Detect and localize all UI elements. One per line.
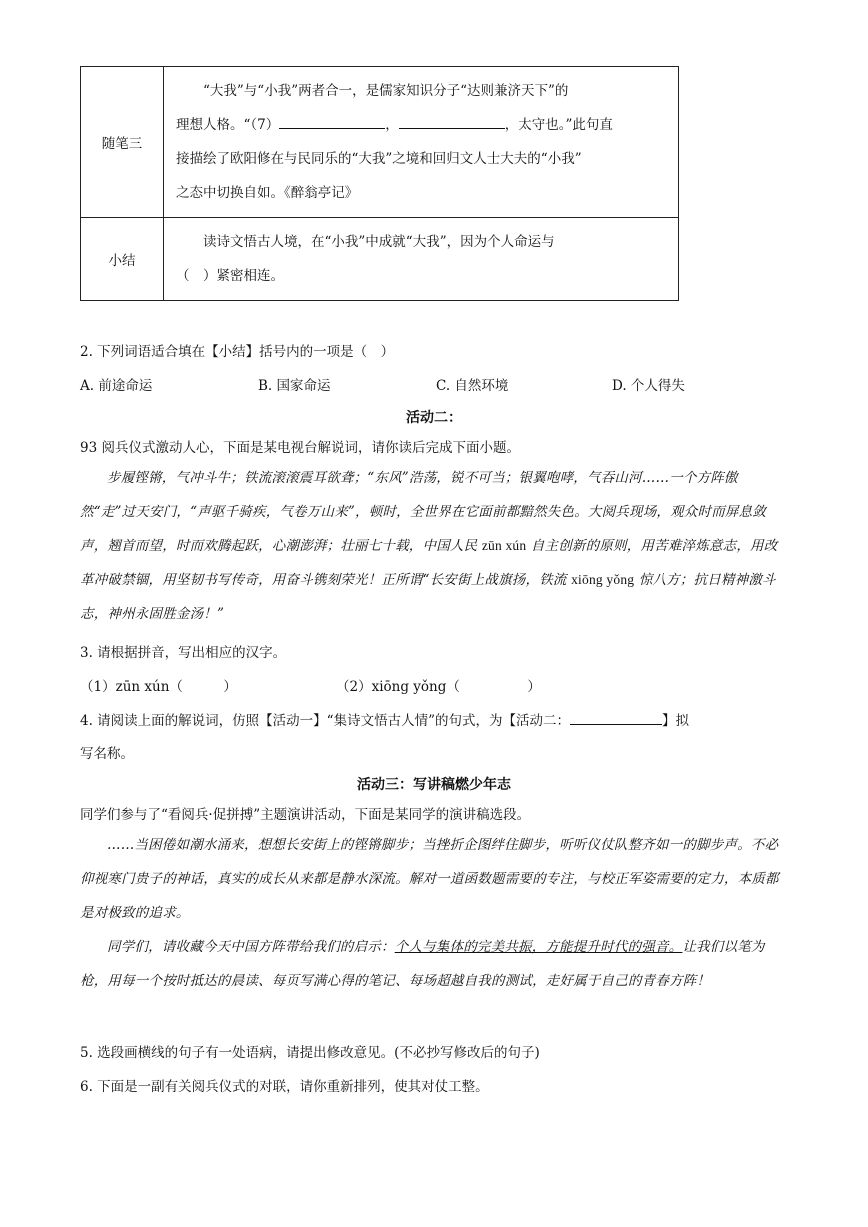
question-5-stem: 5. 选段画横线的句子有一处语病，请提出修改意见。(不必抄写修改后的句子) xyxy=(80,1045,540,1061)
speech-paragraph-1: ……当困倦如潮水涌来，想想长安街上的铿锵脚步；当挫折企图绊住脚步，听听仪仗队整齐如一的脚步声。不必仰视寒门贵子的神话，真实的成长从来都是静水深流。解对一道函数题需要的专注，与校正军姿需要的定力，本质都是对极致的追求。 xyxy=(80,837,779,921)
pinyin-item-2[interactable]: （2）xiōng yǒng（ ） xyxy=(336,679,541,695)
text-fragment: ， xyxy=(385,117,399,133)
passage-text: 让我们以笔为枪，用每一个按时抵达的晨读、每页写满心得的笔记、每场超越自我的测试，走好属于自己的青春方阵！ xyxy=(80,939,765,989)
activity-2-passage xyxy=(80,461,784,631)
activity-3-title: 活动三：写讲稿燃少年志 xyxy=(357,777,511,793)
pinyin-text: xiōng yǒng xyxy=(571,572,635,587)
option-a[interactable]: A. 前途命运 xyxy=(80,378,153,394)
question-3-stem: 3. 请根据拼音，写出相应的汉字。 xyxy=(80,645,287,661)
activity-2-title: 活动二： xyxy=(406,410,462,426)
answer-blank[interactable] xyxy=(279,114,385,129)
table-row xyxy=(81,67,679,218)
question-3-items xyxy=(80,675,541,695)
text-line: （ ）紧密相连。 xyxy=(176,268,284,284)
speech-paragraph-2 xyxy=(80,930,784,998)
text-line: 接描绘了欧阳修在与民同乐的“大我”之境和回归文人士大夫的“小我” xyxy=(176,151,582,167)
text-line: 之态中切换自如。《醉翁亭记》 xyxy=(176,185,359,201)
passage-text: 自主创新的原则，用苦难淬炼意志，用改革冲破禁锢，用坚韧书写传奇，用奋斗镌刻荣光！正所谓“长安街上战旗扬，铁流 xyxy=(80,538,778,588)
option-c[interactable]: C. 自然环境 xyxy=(436,378,509,394)
option-b[interactable]: B. 国家命运 xyxy=(258,378,331,394)
text-line: “大我”与“小我”两者合一，是儒家知识分子“达则兼济天下”的 xyxy=(203,83,569,99)
text-line xyxy=(176,108,666,142)
text-fragment: 】拟 xyxy=(661,713,689,729)
activity-3-intro: 同学们参与了“看阅兵·促拼搏”主题演讲活动，下面是某同学的演讲稿选段。 xyxy=(80,807,531,823)
notes-table xyxy=(80,66,679,301)
row-label: 小结 xyxy=(81,218,164,301)
question-2-stem: 2. 下列词语适合填在【小结】括号内的一项是（ ） xyxy=(80,344,395,360)
passage-text: 同学们，请收藏今天中国方阵带给我们的启示： xyxy=(107,939,395,955)
text-line: 读诗文悟古人境，在“小我”中成就“大我”，因为个人命运与 xyxy=(203,234,555,250)
underlined-sentence: 个人与集体的完美共振，方能提升时代的强音。 xyxy=(394,939,683,955)
answer-blank[interactable] xyxy=(399,114,505,129)
row-content xyxy=(164,218,679,301)
row-label: 随笔三 xyxy=(81,67,164,218)
pinyin-text: zūn xún xyxy=(481,538,527,553)
row-content xyxy=(164,67,679,218)
question-2-options xyxy=(80,374,685,394)
table-row xyxy=(81,218,679,301)
option-d[interactable]: D. 个人得失 xyxy=(612,378,685,394)
pinyin-item-1[interactable]: （1）zūn xún（ ） xyxy=(80,679,237,695)
text-fragment: 4. 请阅读上面的解说词，仿照【活动一】“集诗文悟古人情”的句式，为【活动二： xyxy=(80,713,570,729)
activity-2-intro: 93 阅兵仪式激动人心，下面是某电视台解说词，请你读后完成下面小题。 xyxy=(80,440,520,456)
text-fragment: 理想人格。“（7） xyxy=(176,117,280,133)
answer-blank[interactable] xyxy=(570,710,662,725)
text-fragment: ，太守也。”此句直 xyxy=(504,117,613,133)
passage-text: 步履铿锵，气冲斗牛；铁流滚滚震耳欲聋；“东风”浩荡，锐不可当；银翼咆哮，气吞山河……一个方阵傲然“走”过天安门，“声驱千骑疾，气卷万山来”，顿时，全世界在它面前都黯然失色。大阅兵现场，观众时而屏息敛声，翘首而望，时而欢腾起跃，心潮澎湃；壮丽七十载，中国人民 xyxy=(80,470,767,554)
question-4-line: 写名称。 xyxy=(80,746,134,762)
question-4-line xyxy=(80,709,689,729)
question-6-stem: 6. 下面是一副有关阅兵仪式的对联，请你重新排列，使其对仗工整。 xyxy=(80,1079,489,1095)
passage-text: 惊八方；抗日精神激斗志，神州永固胜金汤！” xyxy=(80,572,776,622)
